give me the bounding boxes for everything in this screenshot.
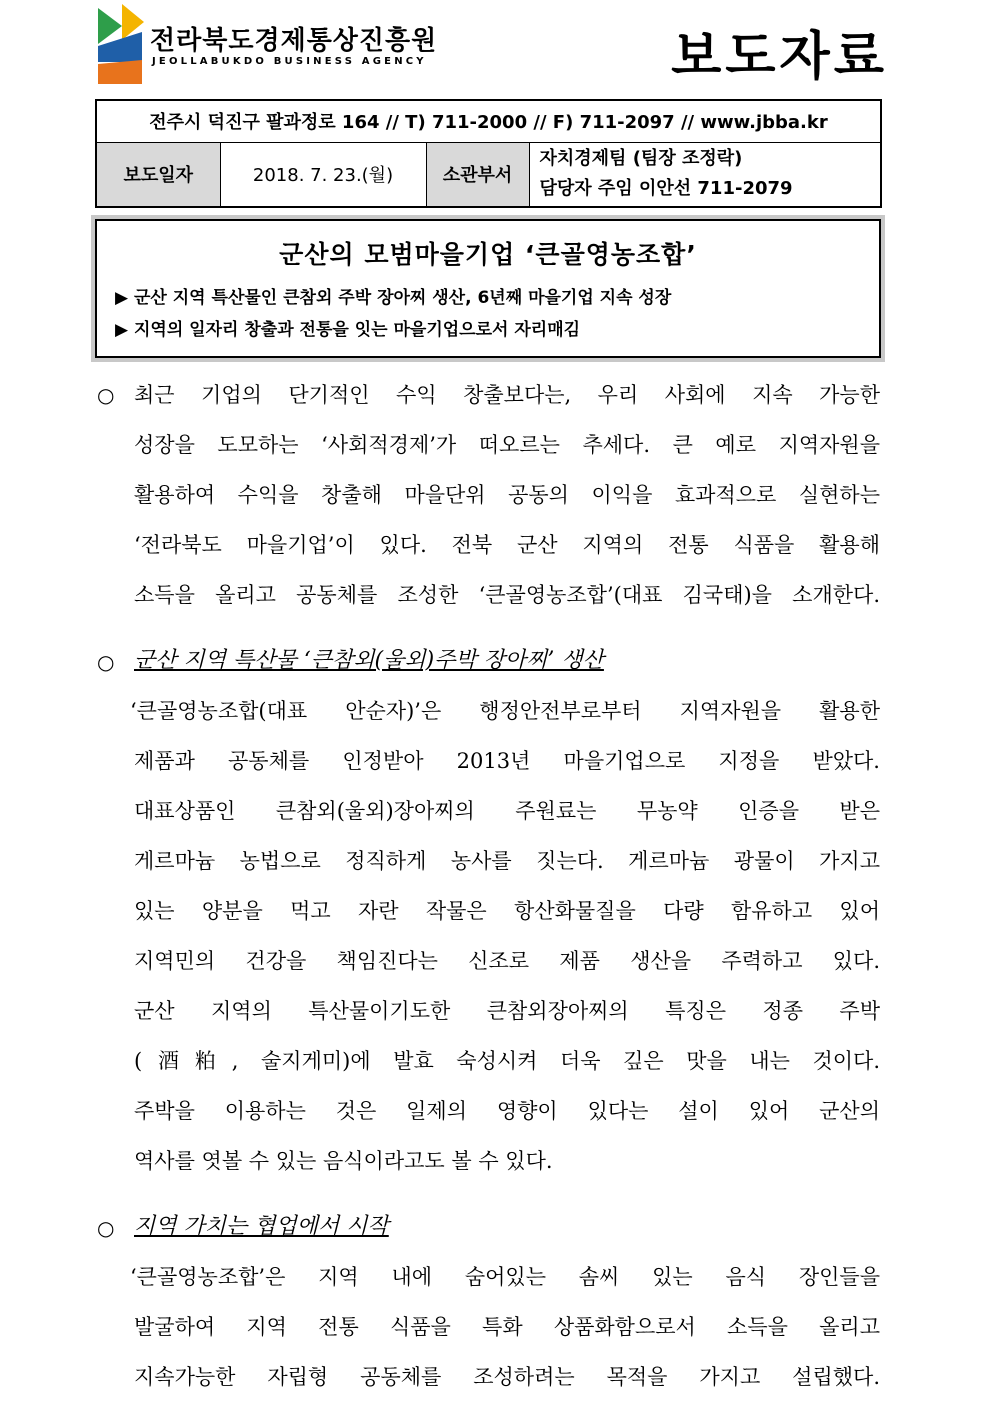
paragraph-line: 최근 기업의 단기적인 수익 창출보다는, 우리 사회에 지속 가능한: [134, 383, 880, 407]
bullet-circle-icon: ○: [97, 383, 115, 407]
paragraph-line: 발굴하여 지역 전통 식품을 특화 상품화함으로서 소득을 올리고: [134, 1315, 880, 1339]
department-info: [529, 142, 881, 207]
bullet-circle-icon: ○: [97, 1216, 115, 1240]
press-info-table: [95, 99, 882, 208]
paragraph-line: 소득을 올리고 공동체를 조성한 ‘큰골영농조합’(대표 김국태)을 소개한다.: [134, 583, 880, 607]
headline-title: 군산의 모범마을기업 ‘큰골영농조합’: [279, 240, 697, 269]
paragraph-line: ‘전라북도 마을기업’이 있다. 전북 군산 지역의 전통 식품을 활용해: [134, 533, 880, 557]
release-date-value: 2018. 7. 23.(월): [220, 142, 426, 207]
section-title: 군산 지역 특산물 ‘큰참외(울외)주박 장아찌’ 생산: [134, 648, 604, 673]
paragraph-line: 주박을 이용하는 것은 일제의 영향이 있다는 설이 있어 군산의: [134, 1099, 880, 1123]
paragraph-line: 대표상품인 큰참외(울외)장아찌의 주원료는 무농약 인증을 받은: [134, 799, 880, 823]
paragraph-line: 역사를 엿볼 수 있는 음식이라고도 볼 수 있다.: [134, 1149, 553, 1173]
org-name-english: JEOLLABUKDO BUSINESS AGENCY: [152, 56, 427, 67]
release-date-label: 보도일자: [96, 142, 220, 207]
paragraph-line: (酒粕, 술지게미)에 발효 숙성시켜 더욱 깊은 맛을 내는 것이다.: [134, 1049, 880, 1073]
paragraph-line: 지역민의 건강을 책임진다는 신조로 제품 생산을 주력하고 있다.: [134, 949, 880, 973]
paragraph-line: 지속가능한 자립형 공동체를 조성하려는 목적을 가지고 설립했다.: [134, 1365, 880, 1389]
contact-address: 전주시 덕진구 팔과정로 164 // T) 711-2000 // F) 711-2097 // www.jbba.kr: [96, 100, 881, 142]
agency-logo-icon: [94, 4, 146, 86]
bullet-circle-icon: ○: [97, 650, 115, 674]
paragraph-line: 게르마늄 농법으로 정직하게 농사를 짓는다. 게르마늄 광물이 가지고: [134, 849, 880, 873]
section-title: 지역 가치는 협업에서 시작: [134, 1214, 389, 1239]
paragraph-line: ‘큰골영농조합(대표 안순자)’은 행정안전부로부터 지역자원을 활용한: [130, 699, 880, 723]
paragraph-line: 군산 지역의 특산물이기도한 큰참외장아찌의 특징은 정종 주박: [134, 999, 880, 1023]
document-type-title: 보도자료: [671, 27, 888, 87]
paragraph-line: 활용하여 수익을 창출해 마을단위 공동의 이익을 효과적으로 실현하는: [134, 483, 880, 507]
headline-subpoint: ▶ 지역의 일자리 창출과 전통을 잇는 마을기업으로서 자리매김: [115, 320, 581, 340]
department-team: 자치경제팀 (팀장 조정락): [539, 148, 743, 170]
paragraph-line: 있는 양분을 먹고 자란 작물은 항산화물질을 다량 함유하고 있어: [134, 899, 880, 923]
department-label: 소관부서: [426, 142, 529, 207]
paragraph-line: 성장을 도모하는 ‘사회적경제’가 떠오르는 추세다. 큰 예로 지역자원을: [134, 433, 880, 457]
headline-box: [95, 219, 881, 358]
org-name: 전라북도경제통상진흥원: [150, 26, 438, 56]
paragraph-line: ‘큰골영농조합’은 지역 내에 숨어있는 솜씨 있는 음식 장인들을: [130, 1265, 880, 1289]
headline-subpoint: ▶ 군산 지역 특산물인 큰참외 주박 장아찌 생산, 6년째 마을기업 지속 성장: [115, 288, 672, 308]
paragraph-line: 제품과 공동체를 인정받아 2013년 마을기업으로 지정을 받았다.: [134, 749, 880, 773]
department-contact: 담당자 주임 이안선 711-2079: [539, 178, 793, 200]
